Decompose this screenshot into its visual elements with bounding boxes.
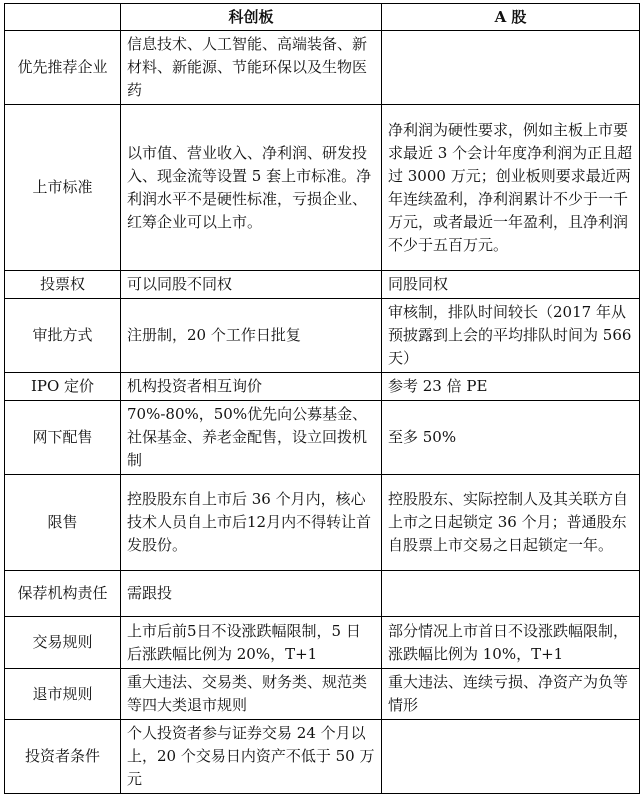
row-label: 网下配售	[5, 401, 121, 475]
a-share-cell: 至多 50%	[382, 401, 640, 475]
header-star-market: 科创板	[121, 4, 382, 31]
table-row	[5, 299, 640, 373]
a-share-cell: 参考 23 倍 PE	[382, 373, 640, 401]
a-share-cell: 审核制，排队时间较长（2017 年从预披露到上会的平均排队时间为 566 天）	[382, 299, 640, 373]
row-label: 投票权	[5, 271, 121, 299]
a-share-cell	[382, 571, 640, 617]
a-share-cell: 净利润为硬性要求，例如主板上市要求最近 3 个会计年度净利润为正且超过 3000 万元；创业板则要求最近两年连续盈利，净利润累计不少于一千万元，或者最近一年盈利，且净利润不少于五百万元。	[382, 105, 640, 271]
star-market-cell: 控股股东自上市后 36 个月内，核心技术人员自上市后12月内不得转让首发股份。	[121, 475, 382, 571]
star-market-cell: 机构投资者相互询价	[121, 373, 382, 401]
row-label: 投资者条件	[5, 720, 121, 794]
row-label: 优先推荐企业	[5, 31, 121, 105]
a-share-cell: 部分情况上市首日不设涨跌幅限制，涨跌幅比例为 10%，T+1	[382, 617, 640, 669]
star-market-cell: 需跟投	[121, 571, 382, 617]
row-label: IPO 定价	[5, 373, 121, 401]
comparison-table	[4, 3, 640, 794]
table-row	[5, 571, 640, 617]
header-a-share: A 股	[382, 4, 640, 31]
row-label: 保荐机构责任	[5, 571, 121, 617]
star-market-cell: 70%-80%，50%优先向公募基金、社保基金、养老金配售，设立回拨机制	[121, 401, 382, 475]
star-market-cell: 信息技术、人工智能、高端装备、新材料、新能源、节能环保以及生物医药	[121, 31, 382, 105]
star-market-cell: 可以同股不同权	[121, 271, 382, 299]
header-empty-cell	[5, 4, 121, 31]
table-row	[5, 617, 640, 669]
a-share-cell: 重大违法、连续亏损、净资产为负等情形	[382, 669, 640, 720]
a-share-cell: 同股同权	[382, 271, 640, 299]
a-share-cell	[382, 720, 640, 794]
table-row	[5, 105, 640, 271]
table-row	[5, 31, 640, 105]
a-share-cell	[382, 31, 640, 105]
table-row	[5, 669, 640, 720]
table-row	[5, 271, 640, 299]
row-label: 上市标准	[5, 105, 121, 271]
star-market-cell: 以市值、营业收入、净利润、研发投入、现金流等设置 5 套上市标准。净利润水平不是硬性标准，亏损企业、红筹企业可以上市。	[121, 105, 382, 271]
header-row	[5, 4, 640, 31]
table-row	[5, 373, 640, 401]
star-market-cell: 注册制，20 个工作日批复	[121, 299, 382, 373]
star-market-cell: 个人投资者参与证券交易 24 个月以上，20 个交易日内资产不低于 50 万元	[121, 720, 382, 794]
star-market-cell: 重大违法、交易类、财务类、规范类等四大类退市规则	[121, 669, 382, 720]
row-label: 审批方式	[5, 299, 121, 373]
table-row	[5, 720, 640, 794]
star-market-cell: 上市后前5日不设涨跌幅限制，5 日后涨跌幅比例为 20%，T+1	[121, 617, 382, 669]
row-label: 限售	[5, 475, 121, 571]
a-share-cell: 控股股东、实际控制人及其关联方自上市之日起锁定 36 个月；普通股东自股票上市交易之日起锁定一年。	[382, 475, 640, 571]
table-row	[5, 475, 640, 571]
row-label: 退市规则	[5, 669, 121, 720]
table-row	[5, 401, 640, 475]
row-label: 交易规则	[5, 617, 121, 669]
